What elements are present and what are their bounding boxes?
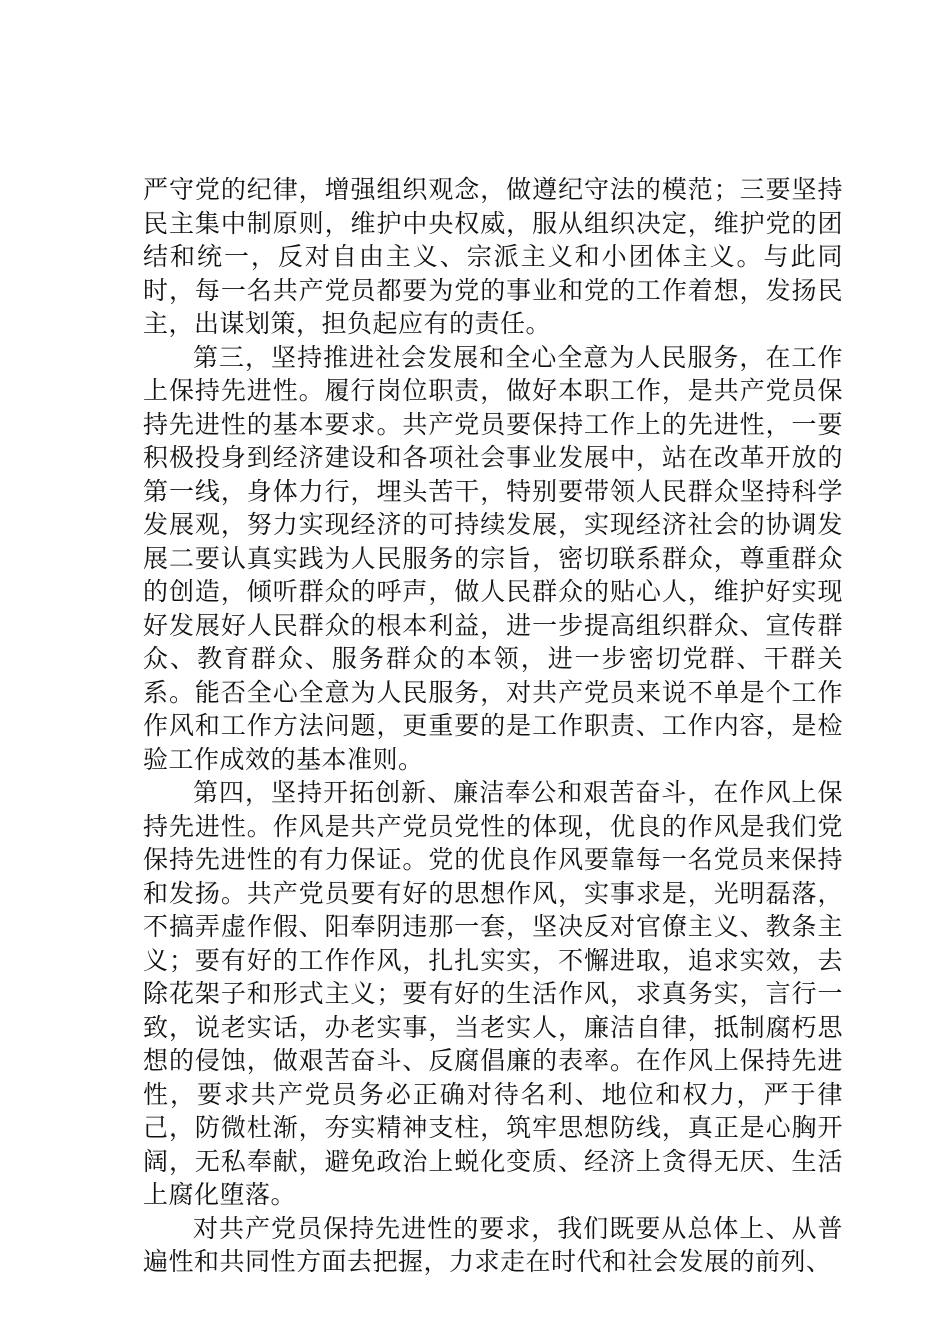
paragraph-summary: 对共产党员保持先进性的要求，我们既要从总体上、从普遍性和共同性方面去把握，力求走在时代和社会发展的前列、 (143, 1213, 843, 1276)
document-body (143, 173, 843, 1279)
paragraph-continuation: 严守党的纪律，增强组织观念，做遵纪守法的模范；三要坚持民主集中制原则，维护中央权威，服从组织决定，维护党的团结和统一，反对自由主义、宗派主义和小团体主义。与此同时，每一名共产党员都要为党的事业和党的工作着想，发扬民主，出谋划策，担负起应有的责任。 (143, 175, 843, 338)
paragraph-fourth-point: 第四，坚持开拓创新、廉洁奉公和艰苦奋斗，在作风上保持先进性。作风是共产党员党性的体现，优良的作风是我们党保持先进性的有力保证。党的优良作风要靠每一名党员来保持和发扬。共产党员要有好的思想作风，实事求是，光明磊落，不搞弄虚作假、阳奉阴违那一套，坚决反对官僚主义、教条主义；要有好的工作作风，扎扎实实，不懈进取，追求实效，去除花架子和形式主义；要有好的生活作风，求真务实，言行一致，说老实话，办老实事，当老实人，廉洁自律，抵制腐朽思想的侵蚀，做艰苦奋斗、反腐倡廉的表率。在作风上保持先进性，要求共产党员务必正确对待名利、地位和权力，严于律己，防微杜渐，夯实精神支柱，筑牢思想防线，真正是心胸开阔，无私奉献，避免政治上蜕化变质、经济上贪得无厌、生活上腐化堕落。 (143, 778, 843, 1209)
paragraph-third-point: 第三，坚持推进社会发展和全心全意为人民服务，在工作上保持先进性。履行岗位职责，做好本职工作，是共产党员保持先进性的基本要求。共产党员要保持工作上的先进性，一要积极投身到经济建设和各项社会事业发展中，站在改革开放的第一线，身体力行，埋头苦干，特别要带领人民群众坚持科学发展观，努力实现经济的可持续发展，实现经济社会的协调发展二要认真实践为人民服务的宗旨，密切联系群众，尊重群众的创造，倾听群众的呼声，做人民群众的贴心人，维护好实现好发展好人民群众的根本利益，进一步提高组织群众、宣传群众、教育群众、服务群众的本领，进一步密切党群、干群关系。能否全心全意为人民服务，对共产党员来说不单是个工作作风和工作方法问题，更重要的是工作职责、工作内容，是检验工作成效的基本准则。 (143, 342, 843, 774)
